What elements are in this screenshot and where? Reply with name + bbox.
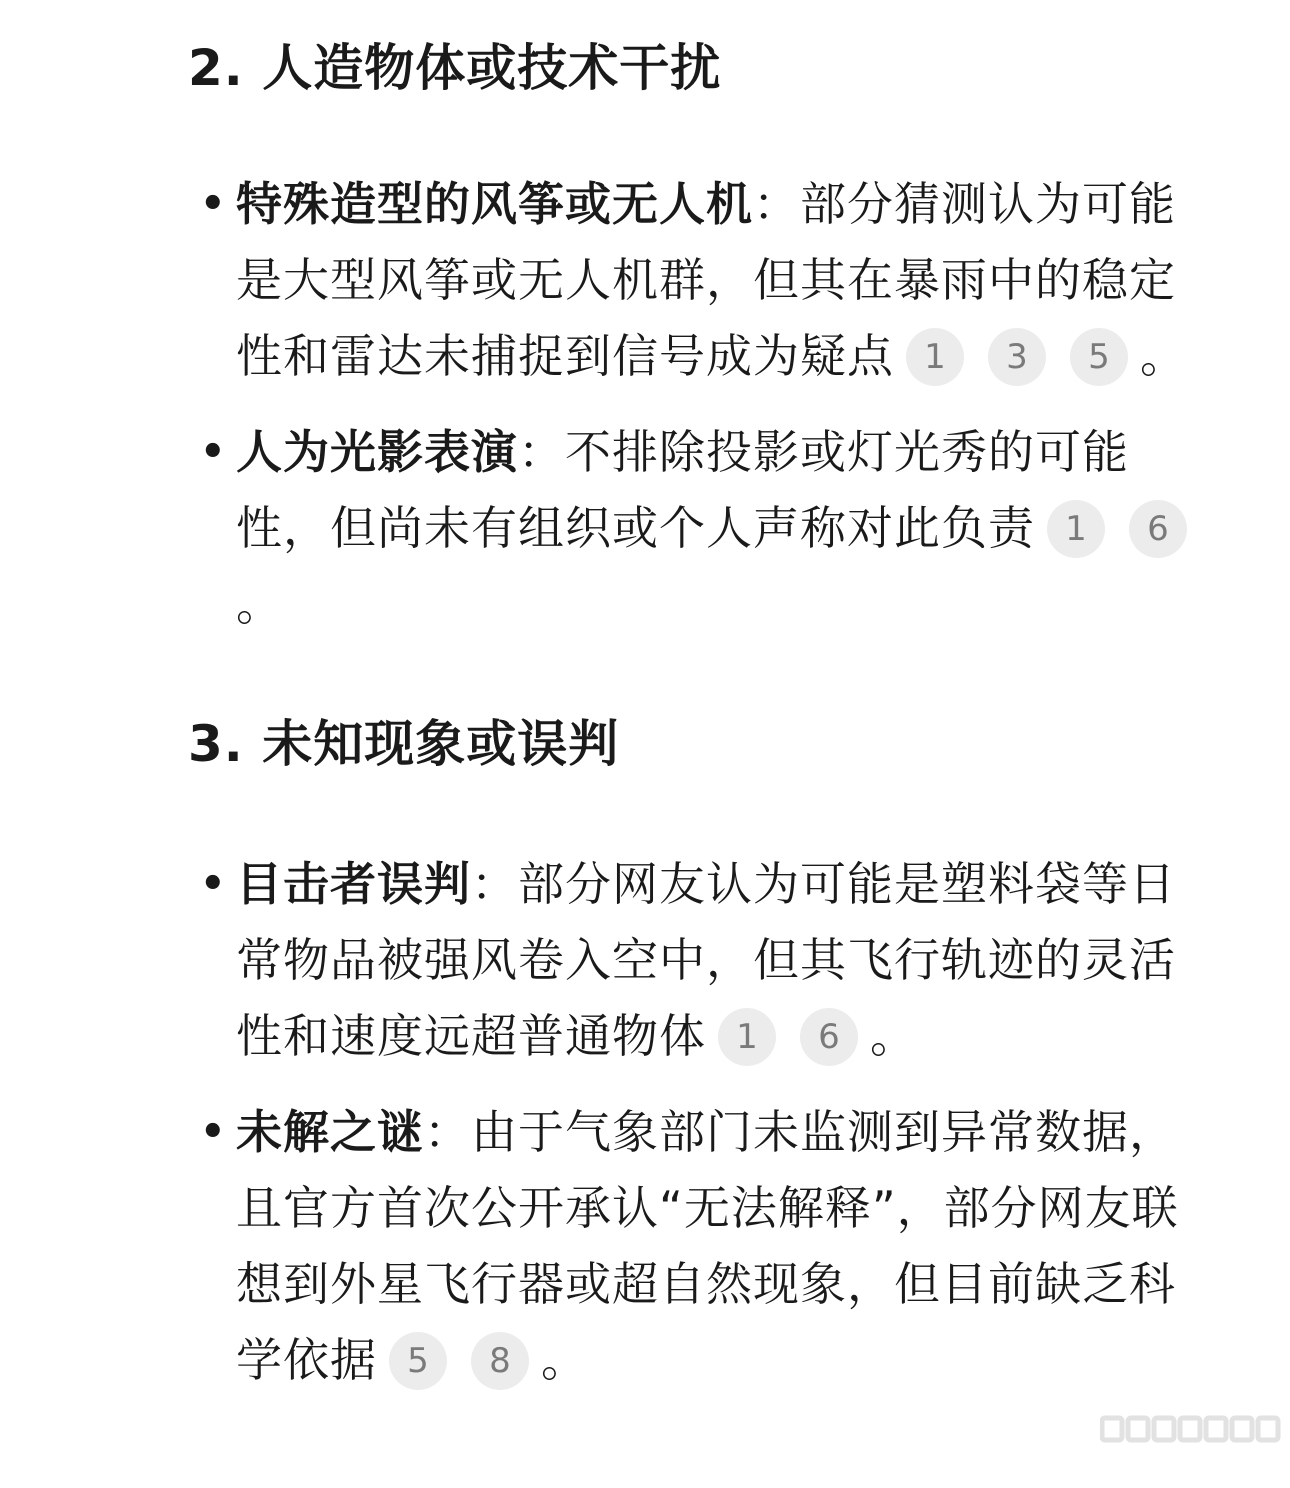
list-item: [188, 414, 1218, 642]
bullet-dot-icon: •: [200, 1109, 227, 1155]
citation-badge[interactable]: 8: [471, 1332, 529, 1390]
bullet-dot-icon: •: [200, 861, 227, 907]
citation-badge[interactable]: 1: [906, 328, 964, 386]
citation-badge[interactable]: 3: [988, 328, 1046, 386]
citation-badge[interactable]: 5: [1070, 328, 1128, 386]
bullet-dot-icon: •: [200, 429, 227, 475]
list-item: [188, 1094, 1218, 1398]
item-separator: ：: [471, 857, 518, 911]
item-text: 不排除投影或灯光秀的可能性，但尚未有组织或个人声称对此负责: [236, 425, 1129, 555]
citation-badge[interactable]: 5: [389, 1332, 447, 1390]
citation-badge[interactable]: 1: [718, 1008, 776, 1066]
bullet-dot-icon: •: [200, 181, 227, 227]
citation-badge[interactable]: 6: [800, 1008, 858, 1066]
watermark-icon: [1100, 1414, 1282, 1444]
item-text: 部分网友认为可能是塑料袋等日常物品被强风卷入空中，但其飞行轨迹的灵活性和速度远超普通物体: [236, 857, 1176, 1063]
bullet-list: [188, 846, 1218, 1398]
item-term: 未解之谜: [236, 1105, 424, 1159]
citation-badge[interactable]: 1: [1047, 500, 1105, 558]
list-item: [188, 846, 1218, 1074]
answer-content: [188, 30, 1218, 1418]
item-separator: ：: [753, 177, 800, 231]
item-separator: ：: [424, 1105, 471, 1159]
list-item: [188, 166, 1218, 394]
item-end-punct: 。: [541, 1333, 588, 1387]
item-term: 目击者误判: [236, 857, 471, 911]
item-term: 特殊造型的风筝或无人机: [236, 177, 753, 231]
item-text: 由于气象部门未监测到异常数据，且官方首次公开承认“无法解释”，部分网友联想到外星飞行器或超自然现象，但目前缺乏科学依据: [236, 1105, 1179, 1387]
item-term: 人为光影表演: [236, 425, 518, 479]
item-end-punct: 。: [1140, 329, 1187, 383]
citation-badge[interactable]: 6: [1129, 500, 1187, 558]
item-end-punct: 。: [236, 577, 283, 631]
item-end-punct: 。: [870, 1009, 917, 1063]
section-heading: 3. 未知现象或误判: [188, 715, 620, 773]
section-heading: 2. 人造物体或技术干扰: [188, 39, 722, 97]
bullet-list: [188, 166, 1218, 642]
item-separator: ：: [518, 425, 565, 479]
item-text: 部分猜测认为可能是大型风筝或无人机群，但其在暴雨中的稳定性和雷达未捕捉到信号成为疑点: [236, 177, 1176, 383]
